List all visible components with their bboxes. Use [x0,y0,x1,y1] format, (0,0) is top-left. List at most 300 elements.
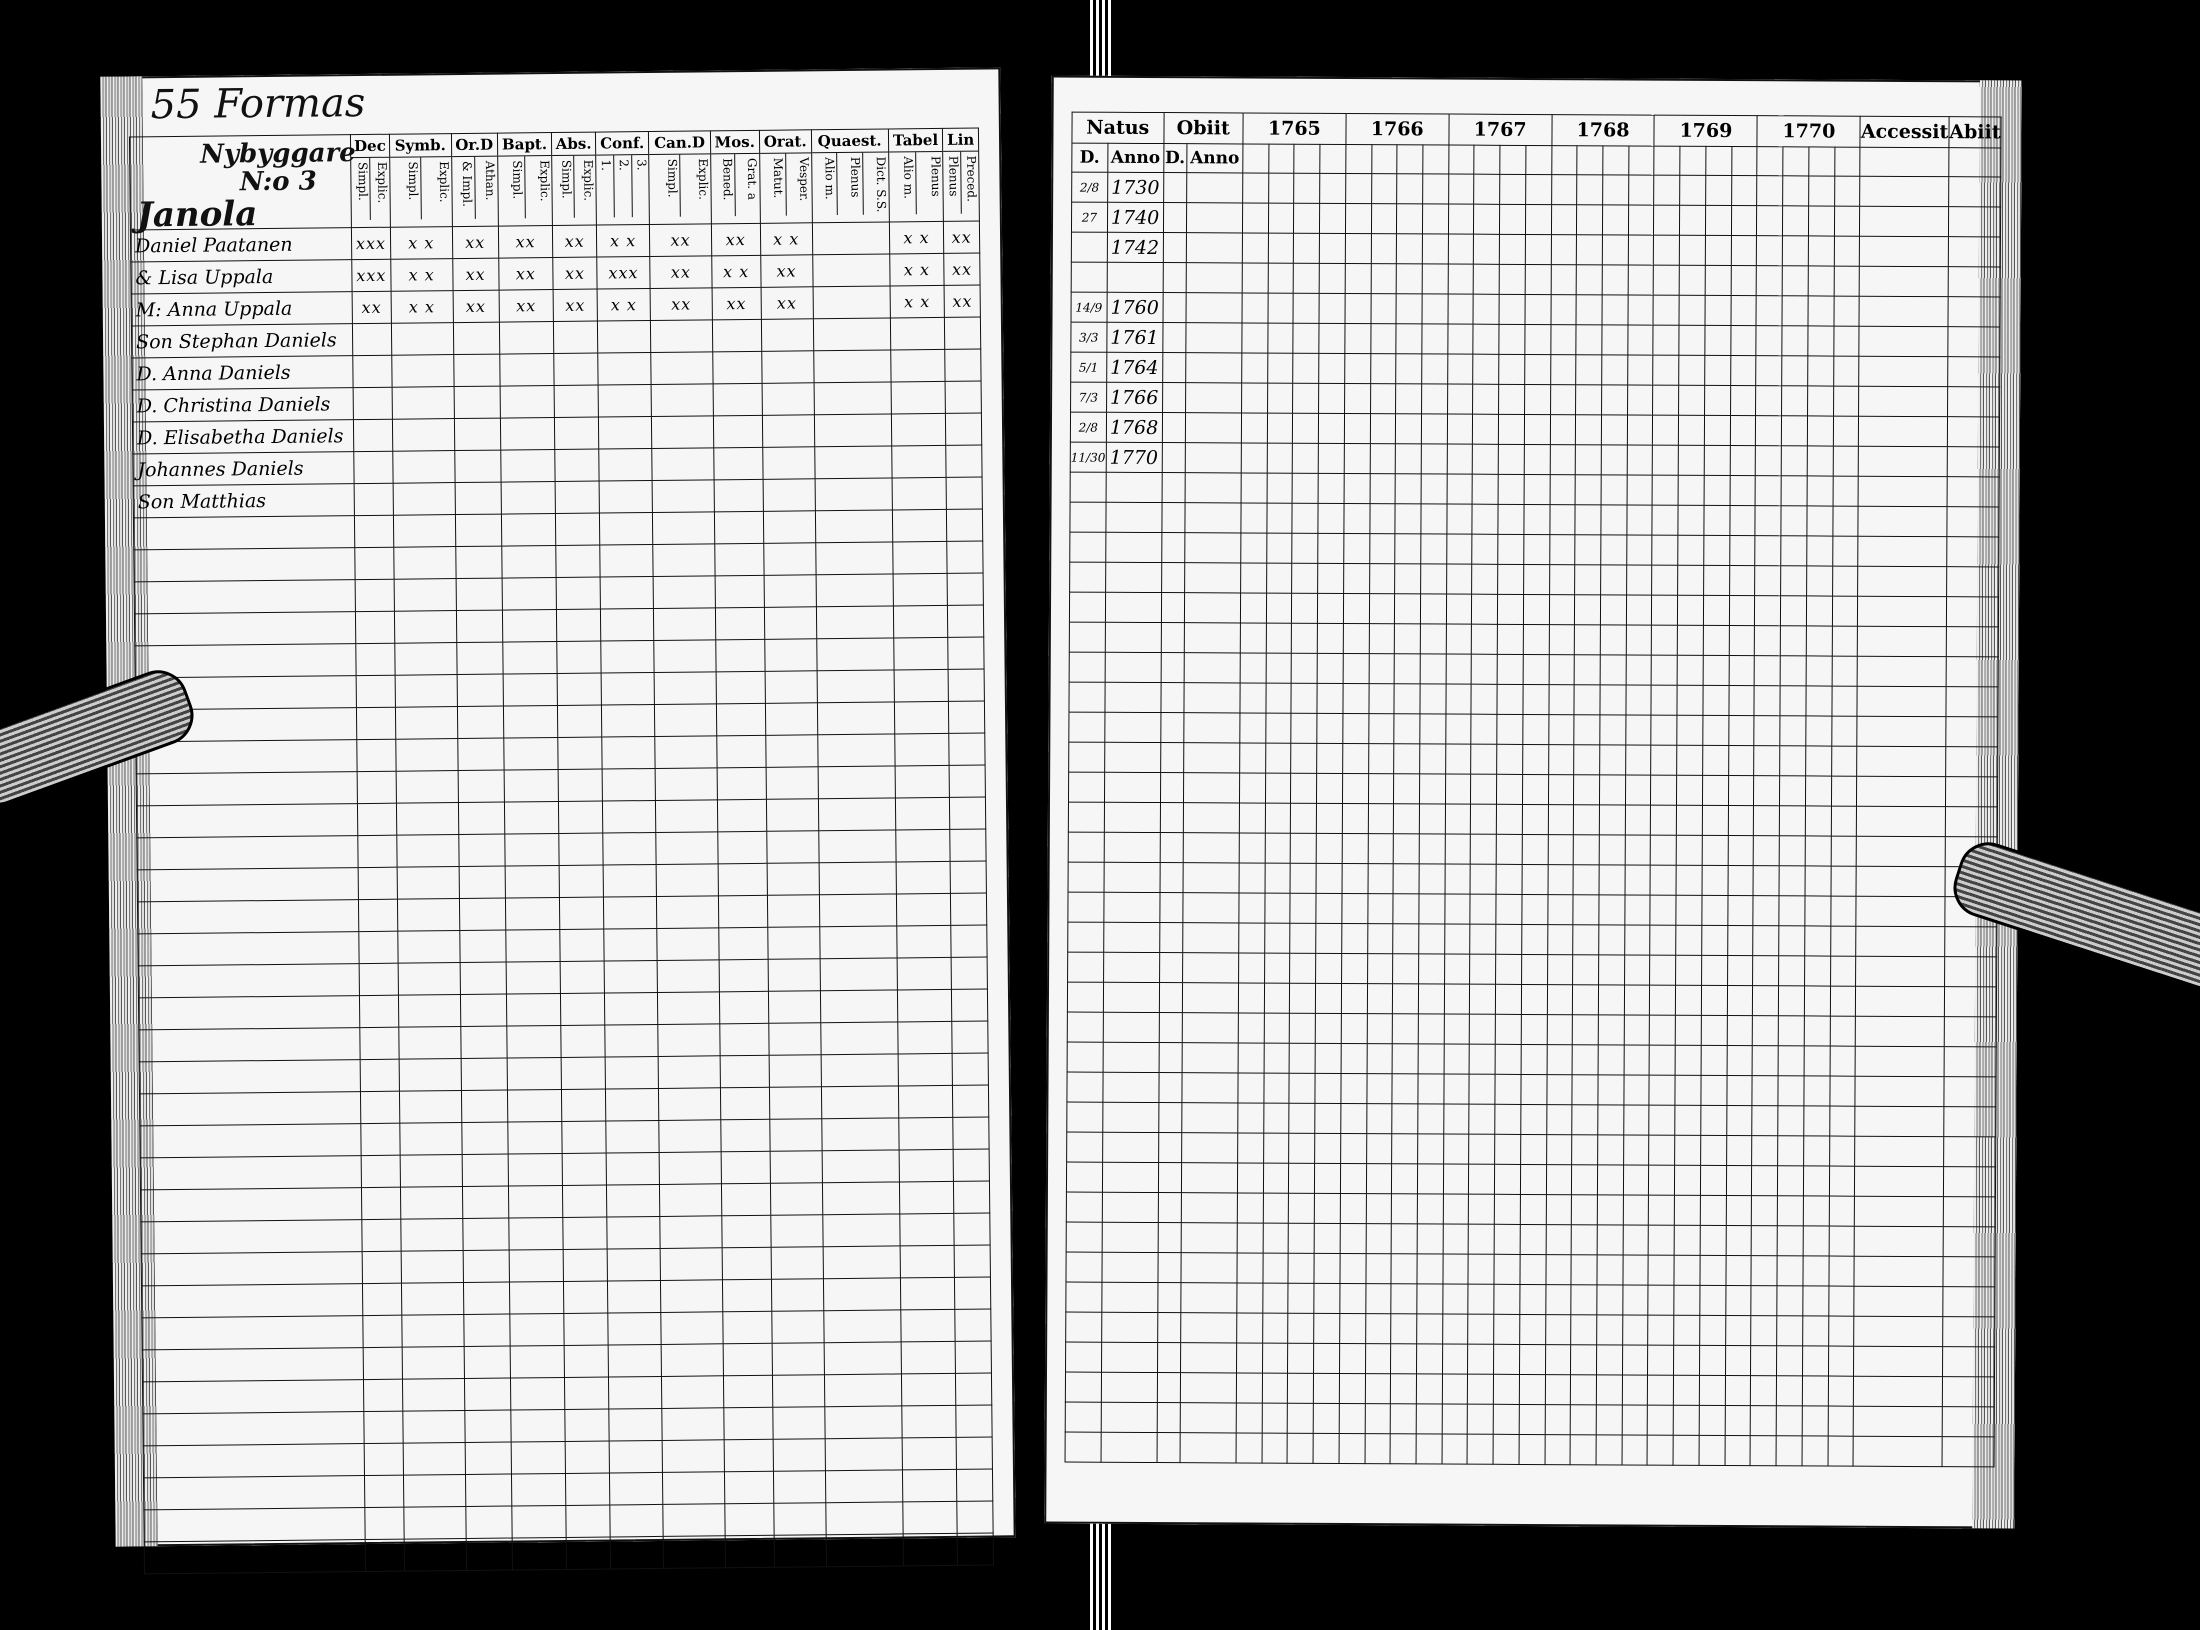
attainment-mark [599,448,653,481]
ledger-cell [1185,563,1241,593]
year-subcolumn [1526,145,1552,174]
birth-year [1105,682,1161,712]
ledger-cell [1341,953,1367,983]
birth-day [1065,1402,1101,1432]
ledger-cell [1805,896,1831,926]
attainment-mark [825,1470,902,1503]
ledger-cell [1496,864,1522,894]
ledger-cell [1726,1196,1752,1226]
ledger-cell [1832,626,1858,656]
ledger-cell [1624,1015,1650,1045]
ledger-cell [1854,1256,1943,1286]
ledger-cell [1942,1437,1994,1467]
attainment-mark [602,736,656,769]
ledger-cell [1264,953,1290,983]
ledger-cell [1418,1134,1444,1164]
ledger-cell [1339,1343,1365,1373]
birth-year [1102,1102,1158,1132]
ledger-cell [1262,1403,1288,1433]
ledger-cell [1626,625,1652,655]
ledger-cell [1393,834,1419,864]
column-subheader: Grat. a [744,157,760,201]
attainment-mark [461,1058,507,1090]
attainment-mark [818,798,895,831]
column-header [710,130,760,224]
ledger-cell [1830,926,1856,956]
ledger-cell [1470,924,1496,954]
ledger-cell [1345,324,1371,354]
attainment-mark [819,862,896,895]
ledger-cell [1444,954,1470,984]
ledger-cell [1342,774,1368,804]
column-subheaders [452,157,498,219]
year-subcolumn [1243,144,1269,173]
ledger-cell [1574,655,1600,685]
ledger-cell [1291,653,1317,683]
birth-year [1103,922,1159,952]
attainment-mark [561,1025,605,1057]
ledger-cell [1519,1344,1545,1374]
ledger-cell [1571,1255,1597,1285]
ledger-cell [1802,1346,1828,1376]
attainment-mark [766,831,818,864]
ledger-cell [1495,1164,1521,1194]
person-name [133,516,354,550]
attainment-mark [953,1085,989,1117]
attainment-mark [501,546,556,579]
ledger-cell [1626,535,1652,565]
ledger-cell [1320,173,1346,203]
ledger-cell [1627,415,1653,445]
ledger-cell [1447,354,1473,384]
ledger-cell [1778,1106,1804,1136]
attainment-mark [600,608,654,641]
ledger-cell [1419,864,1445,894]
life-events-row [1070,562,1999,597]
ledger-cell [1494,1194,1520,1224]
ledger-cell [1262,1313,1288,1343]
birth-day: 3/3 [1071,322,1107,352]
ledger-cell [1242,203,1268,233]
attainment-mark [953,1117,989,1149]
person-name [139,1092,360,1126]
column-title: Conf. [596,132,649,156]
attainment-mark [891,413,946,446]
ledger-cell [1319,353,1345,383]
ledger-cell [1781,446,1807,476]
attainment-mark [512,1537,567,1570]
ledger-cell [1473,444,1499,474]
ledger-cell [1597,1285,1623,1315]
attainment-mark [356,643,395,675]
attainment-mark [364,1443,403,1475]
ledger-cell [1315,983,1341,1013]
ledger-cell [1497,654,1523,684]
ledger-cell [1832,596,1858,626]
attainment-mark [509,1249,564,1282]
ledger-cell [1783,206,1809,236]
ledger-cell [1676,805,1702,835]
birth-year [1101,1312,1157,1342]
ledger-cell [1805,836,1831,866]
ledger-cell [1831,836,1857,866]
attainment-mark [603,896,657,929]
ledger-cell [1342,894,1368,924]
column-subheader: Alio m. [812,153,838,215]
ledger-cell [1264,893,1290,923]
ledger-cell [1804,1076,1830,1106]
ledger-cell [1728,776,1754,806]
ledger-cell [1522,774,1548,804]
ledger-cell [1806,656,1832,686]
ledger-cell [1702,895,1728,925]
ledger-cell [1522,894,1548,924]
ledger-cell [1344,474,1370,504]
ledger-cell [1728,746,1754,776]
ledger-cell [1445,864,1471,894]
attainment-mark [816,574,893,607]
ledger-cell [1471,804,1497,834]
ledger-cell [1600,715,1626,745]
life-events-row [1069,742,1998,777]
attainment-mark [717,831,766,864]
birth-day: 7/3 [1071,382,1107,412]
attainment-mark [950,861,986,893]
column-title: Tabel [889,129,943,153]
ledger-cell [1597,1165,1623,1195]
ledger-cell [1266,593,1292,623]
ledger-cell [1397,204,1423,234]
ledger-cell [1546,1135,1572,1165]
year-subcolumn [1346,145,1372,174]
ledger-cell [1268,233,1294,263]
birth-year [1105,622,1161,652]
ledger-cell [1704,535,1730,565]
ledger-cell [1394,774,1420,804]
column-subheaders [390,157,451,220]
ledger-cell [1495,1104,1521,1134]
ledger-cell [1782,296,1808,326]
attainment-mark [501,514,556,547]
ledger-cell [1625,895,1651,925]
column-subheader: 1. [596,155,614,217]
ledger-cell [1294,173,1320,203]
ledger-cell [1264,923,1290,953]
ledger-cell [1807,506,1833,536]
ledger-cell [1776,1406,1802,1436]
ledger-cell [1421,564,1447,594]
ledger-cell [1316,953,1342,983]
attainment-mark: xx [761,287,813,320]
ledger-cell [1807,356,1833,386]
ledger-cell [1752,1106,1778,1136]
ledger-cell [1343,624,1369,654]
ledger-cell [1417,1314,1443,1344]
ledger-cell [1242,323,1268,353]
attainment-mark [770,1215,822,1248]
attainment-mark [891,445,946,478]
attainment-mark [598,353,652,386]
ledger-cell [1158,1163,1182,1193]
ledger-cell [1624,1045,1650,1075]
ledger-cell [1650,985,1676,1015]
ledger-cell [1757,236,1783,266]
attainment-mark [895,797,950,830]
ledger-cell [1395,594,1421,624]
attainment-mark [768,1023,820,1056]
attainment-mark [363,1315,402,1347]
ledger-cell [1392,1014,1418,1044]
ledger-cell [1947,387,1999,417]
ledger-cell [1628,175,1654,205]
ledger-cell [1572,1195,1598,1225]
ledger-cell [1495,1134,1521,1164]
ledger-cell [1291,743,1317,773]
ledger-cell [1854,1406,1943,1436]
ledger-cell [1703,565,1729,595]
ledger-cell [1948,327,2000,357]
person-name [138,996,359,1030]
attainment-mark [403,1411,465,1444]
attainment-mark [820,990,897,1023]
ledger-cell [1576,415,1602,445]
attainment-mark [353,387,392,419]
ledger-cell [1496,804,1522,834]
attainment-mark [554,385,598,417]
ledger-cell [1943,1137,1995,1167]
ledger-cell [1729,566,1755,596]
ledger-cell [1648,1255,1674,1285]
attainment-mark [948,669,984,701]
ledger-cell [1828,1256,1854,1286]
attainment-mark [462,1186,508,1218]
ledger-cell [1520,1224,1546,1254]
ledger-cell [1341,1073,1367,1103]
ledger-cell [1946,657,1998,687]
birth-year: 1770 [1106,442,1162,472]
attainment-mark [950,829,986,861]
ledger-cell [1494,1284,1520,1314]
attainment-mark [763,511,815,544]
ledger-cell [1944,927,1996,957]
attainment-mark [900,1277,955,1310]
ledger-cell [1474,264,1500,294]
ledger-cell [1420,654,1446,684]
ledger-cell [1290,863,1316,893]
attainment-mark [465,1474,511,1506]
attainment-mark [957,1501,993,1533]
ledger-cell [1289,1133,1315,1163]
ledger-cell [1444,924,1470,954]
ledger-cell [1160,833,1184,863]
attainment-mark [821,1118,898,1151]
ledger-cell [1499,264,1525,294]
ledger-cell [1289,1103,1315,1133]
ledger-cell [1267,413,1293,443]
ledger-cell [1342,804,1368,834]
ledger-cell [1315,1013,1341,1043]
ledger-cell [1704,415,1730,445]
attainment-mark [608,1376,662,1409]
attainment-mark [892,477,947,510]
ledger-cell [1421,414,1447,444]
ledger-cell [1495,1014,1521,1044]
attainment-mark [458,770,504,802]
ledger-cell [1317,653,1343,683]
ledger-cell [1523,714,1549,744]
ledger-cell [1239,803,1265,833]
attainment-mark [947,509,983,541]
year-subcolumn [1371,145,1397,174]
ledger-cell [1416,1434,1442,1464]
ledger-cell [1550,445,1576,475]
column-header [389,134,452,228]
attainment-mark [404,1507,466,1540]
ledger-cell [1702,835,1728,865]
attainment-mark [825,1502,902,1535]
attainment-mark: xx [712,287,761,320]
attainment-mark [355,611,394,643]
life-events-row [1066,1282,1995,1317]
attainment-mark [768,959,820,992]
ledger-cell [1597,1345,1623,1375]
ledger-cell [1731,206,1757,236]
attainment-mark [763,479,815,512]
ledger-cell [1808,296,1834,326]
ledger-cell [1367,1044,1393,1074]
column-subheader: Bened. [711,154,736,216]
ledger-cell [1833,356,1859,386]
ledger-cell [1339,1313,1365,1343]
ledger-cell [1678,445,1704,475]
year-header: 1769 [1654,115,1757,147]
ledger-cell [1678,565,1704,595]
ledger-cell [1858,656,1947,686]
ledger-cell [1625,865,1651,895]
attainment-mark [603,864,657,897]
ledger-cell [1262,1343,1288,1373]
ledger-cell [1860,266,1949,296]
ledger-cell [1182,1013,1238,1043]
ledger-cell [1161,683,1185,713]
ledger-cell [1622,1315,1648,1345]
ledger-cell [1292,503,1318,533]
page-number-value: 55 [150,81,202,129]
ledger-cell [1577,175,1603,205]
person-name [134,612,355,646]
ledger-cell [1807,416,1833,446]
attainment-mark [657,896,719,929]
attainment-mark [764,575,816,608]
ledger-cell [1366,1134,1392,1164]
attainment-mark [957,1533,993,1565]
ledger-cell [1472,564,1498,594]
attainment-mark [500,450,555,483]
attainment-mark [561,1057,605,1089]
birth-year: 1742 [1107,232,1163,262]
ledger-cell [1806,566,1832,596]
ledger-cell [1602,355,1628,385]
ledger-cell [1314,1193,1340,1223]
attainment-mark [564,1345,608,1377]
life-events-row [1070,502,1999,537]
ledger-cell [1548,775,1574,805]
ledger-cell [1525,324,1551,354]
ledger-cell [1497,774,1523,804]
ledger-cell [1728,836,1754,866]
ledger-cell [1184,653,1240,683]
ledger-cell [1856,986,1945,1016]
ledger-cell [1855,1166,1944,1196]
attainment-mark [453,322,499,354]
ledger-cell [1365,1434,1391,1464]
person-name [138,932,359,966]
attainment-mark [508,1153,563,1186]
year-subcolumn [1320,144,1346,173]
ledger-cell [1365,1254,1391,1284]
ledger-cell [1730,416,1756,446]
ledger-cell [1781,506,1807,536]
attainment-mark [391,323,453,356]
ledger-cell [1318,473,1344,503]
attainment-mark: x x [889,221,944,254]
ledger-cell [1654,265,1680,295]
ledger-cell [1365,1404,1391,1434]
attainment-mark [766,767,818,800]
attainment-mark [359,931,398,963]
attainment-mark [652,448,714,481]
ledger-cell [1473,324,1499,354]
ledger-cell [1522,834,1548,864]
ledger-cell [1417,1164,1443,1194]
ledger-cell [1236,1403,1262,1433]
ledger-cell [1576,325,1602,355]
ledger-cell [1701,1015,1727,1045]
attainment-mark [714,543,763,576]
attainment-mark [660,1216,722,1249]
column-title: Mos. [711,131,759,155]
ledger-cell [1416,1404,1442,1434]
ledger-cell [1268,293,1294,323]
ledger-cell [1751,1406,1777,1436]
ledger-cell [1288,1223,1314,1253]
ledger-cell [1703,625,1729,655]
column-header [649,131,711,225]
attainment-mark [946,413,982,445]
ledger-cell [1392,1074,1418,1104]
attainment-mark [503,705,558,738]
ledger-cell [1264,1073,1290,1103]
ledger-cell [1160,803,1184,833]
ledger-cell [1521,1104,1547,1134]
ledger-cell [1237,1223,1263,1253]
column-subheader: Simpl. [649,155,680,217]
ledger-cell [1828,1436,1854,1466]
ledger-cell [1778,1046,1804,1076]
attainment-mark [505,929,560,962]
year-subcolumn [1731,147,1757,176]
ledger-cell [1753,866,1779,896]
ledger-cell [1185,443,1241,473]
ledger-cell [1703,595,1729,625]
ledger-cell [1546,1075,1572,1105]
ledger-cell [1834,206,1860,236]
ledger-cell [1829,1226,1855,1256]
ledger-cell [1344,534,1370,564]
attainment-mark [562,1089,606,1121]
ledger-cell [1521,1074,1547,1104]
ledger-cell [1548,805,1574,835]
